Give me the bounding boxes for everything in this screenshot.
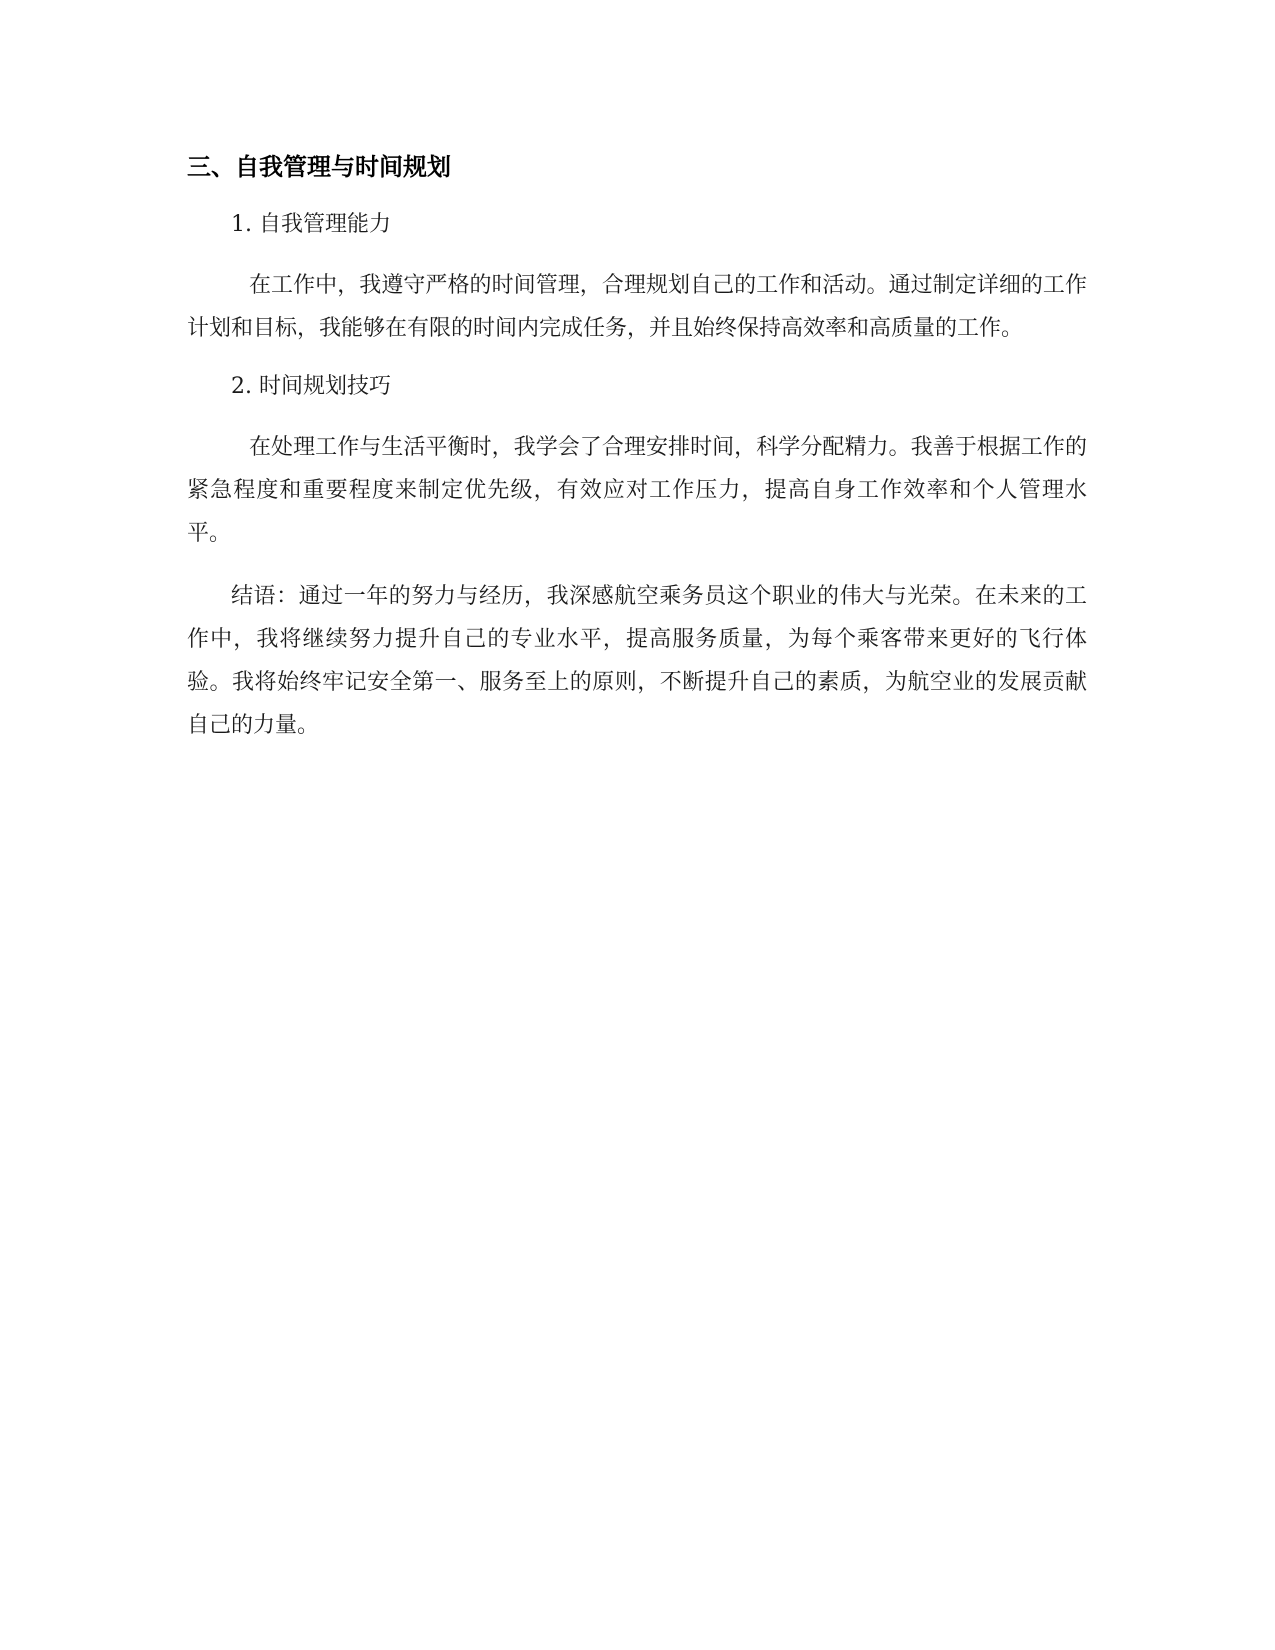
subsection-heading-time-planning: 2. 时间规划技巧	[231, 374, 391, 399]
document-content	[187, 150, 1087, 767]
subsection-body-self-management: 在工作中，我遵守严格的时间管理，合理规划自己的工作和活动。通过制定详细的工作计划和目标，我能够在有限的时间内完成任务，并且始终保持高效率和高质量的工作。	[187, 273, 1087, 341]
conclusion-paragraph: 结语：通过一年的努力与经历，我深感航空乘务员这个职业的伟大与光荣。在未来的工作中，我将继续努力提升自己的专业水平，提高服务质量，为每个乘客带来更好的飞行体验。我将始终牢记安全第一、服务至上的原则，不断提升自己的素质，为航空业的发展贡献自己的力量。	[187, 584, 1087, 738]
section-title: 三、自我管理与时间规划	[187, 153, 451, 181]
subsection-heading-self-management: 1. 自我管理能力	[231, 212, 391, 237]
subsection-body-time-planning: 在处理工作与生活平衡时，我学会了合理安排时间，科学分配精力。我善于根据工作的紧急程度和重要程度来制定优先级，有效应对工作压力，提高自身工作效率和个人管理水平。	[187, 435, 1087, 546]
